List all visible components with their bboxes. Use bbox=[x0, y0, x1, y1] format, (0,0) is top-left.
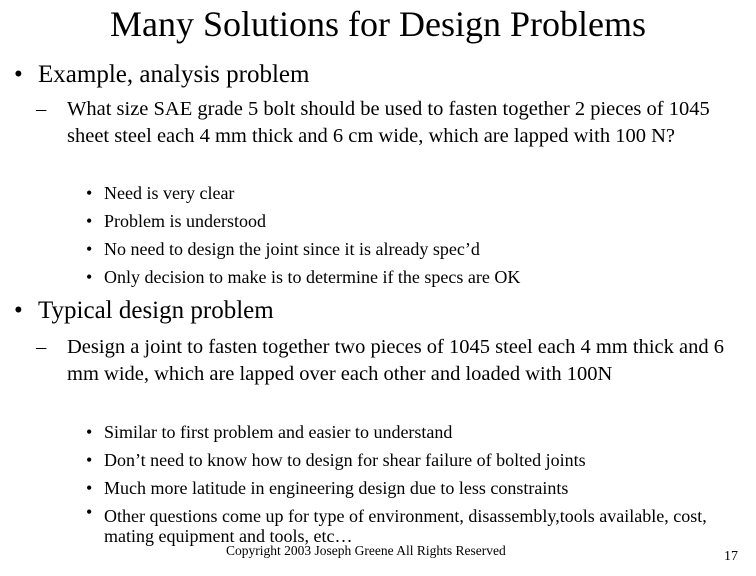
list-item-text: Other questions come up for type of environment, disassembly,tools available, cost, mating equipment and tools, etc… bbox=[104, 506, 707, 546]
list-item-text: Problem is understood bbox=[104, 211, 266, 231]
section-heading-analysis bbox=[14, 60, 309, 90]
bullet-marker: • bbox=[86, 450, 93, 470]
subpoint-typical-question bbox=[36, 334, 736, 387]
bullet-marker: • bbox=[86, 478, 93, 498]
list-item bbox=[86, 502, 726, 546]
list-item bbox=[86, 474, 726, 502]
bullet-marker: • bbox=[86, 502, 93, 522]
bullet-marker: • bbox=[86, 422, 93, 442]
list-item-text: Similar to first problem and easier to understand bbox=[104, 422, 453, 442]
subpoint-text: What size SAE grade 5 bolt should be used to fasten together 2 pieces of 1045 sheet steel each 4 mm thick and 6 cm wide, which are lapped with 100 N? bbox=[67, 98, 710, 147]
list-item-text: Only decision to make is to determine if the specs are OK bbox=[104, 267, 521, 287]
subpoint-text: Design a joint to fasten together two pieces of 1045 steel each 4 mm thick and 6 mm wide, which are lapped over each other and loaded with 100N bbox=[67, 336, 724, 385]
list-item-text: Need is very clear bbox=[104, 183, 235, 203]
list-item bbox=[86, 235, 726, 263]
list-item-text: No need to design the joint since it is already spec’d bbox=[104, 239, 480, 259]
bullet-marker: • bbox=[86, 211, 93, 231]
list-item bbox=[86, 179, 726, 207]
list-item-text: Don’t need to know how to design for shear failure of bolted joints bbox=[104, 450, 586, 470]
list-item bbox=[86, 263, 726, 291]
page-number: 17 bbox=[724, 549, 738, 564]
list-item bbox=[86, 207, 726, 235]
bullet-marker: • bbox=[86, 267, 93, 287]
copyright-footer: Copyright 2003 Joseph Greene All Rights Reserved bbox=[226, 543, 506, 558]
dash-marker: – bbox=[36, 98, 47, 120]
list-item bbox=[86, 446, 726, 474]
list-item bbox=[86, 418, 726, 446]
analysis-points-list bbox=[86, 179, 726, 291]
subpoint-analysis-question bbox=[36, 96, 736, 149]
bullet-marker: • bbox=[14, 61, 23, 88]
section-heading-typical bbox=[14, 296, 274, 326]
bullet-marker: • bbox=[86, 239, 93, 259]
section-heading-text: Typical design problem bbox=[38, 297, 274, 324]
list-item-text: Much more latitude in engineering design due to less constraints bbox=[104, 478, 569, 498]
slide-title: Many Solutions for Design Problems bbox=[110, 4, 646, 44]
typical-points-list bbox=[86, 418, 726, 546]
dash-marker: – bbox=[36, 336, 47, 358]
bullet-marker: • bbox=[86, 183, 93, 203]
section-heading-text: Example, analysis problem bbox=[38, 61, 310, 88]
bullet-marker: • bbox=[14, 297, 23, 324]
